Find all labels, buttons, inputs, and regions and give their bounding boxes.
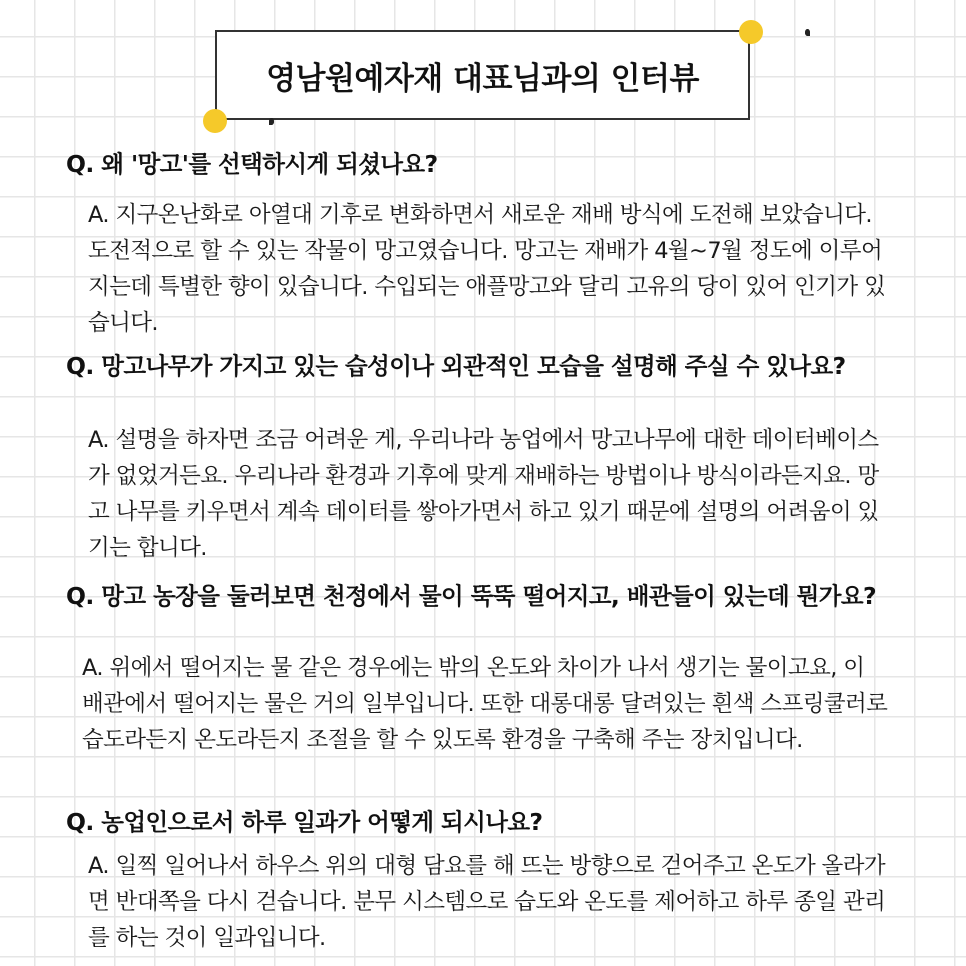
close-quote-icon: [739, 20, 763, 44]
answer-2: A. 설명을 하자면 조금 어려운 게, 우리나라 농업에서 망고나무에 대한 데이터베이스가 없었거든요. 우리나라 환경과 기후에 맞게 재배하는 방법이나 방식이라든지요. 망고 나무를 키우면서 계속 데이터를 쌓아가면서 하고 있기 때문에 설명의 어려움이 있기는 합니다.: [88, 427, 879, 561]
title-box: [215, 30, 750, 120]
question-4: Q. 농업인으로서 하루 일과가 어떻게 되시나요?: [66, 808, 543, 836]
page-title: 영남원예자재 대표님과의 인터뷰: [266, 60, 699, 97]
answer-4: A. 일찍 일어나서 하우스 위의 대형 담요를 해 뜨는 방향으로 걷어주고 온도가 올라가면 반대쪽을 다시 걷습니다. 분무 시스템으로 습도와 온도를 제어하고 하루 종일 관리를 하는 것이 일과입니다.: [88, 853, 886, 951]
question-3: Q. 망고 농장을 둘러보면 천정에서 물이 뚝뚝 떨어지고, 배관들이 있는데 뭔가요?: [66, 582, 877, 610]
question-2: Q. 망고나무가 가지고 있는 습성이나 외관적인 모습을 설명해 주실 수 있나요?: [66, 352, 846, 380]
answer-1: A. 지구온난화로 아열대 기후로 변화하면서 새로운 재배 방식에 도전해 보았습니다. 도전적으로 할 수 있는 작물이 망고였습니다. 망고는 재배가 4월~7월 정도에 이루어지는데 특별한 향이 있습니다. 수입되는 애플망고와 달리 고유의 당이 있어 인기가 있습니다.: [88, 202, 886, 336]
open-quote-icon: [203, 109, 227, 133]
question-1: Q. 왜 '망고'를 선택하시게 되셨나요?: [66, 150, 438, 178]
answer-3: A. 위에서 떨어지는 물 같은 경우에는 밖의 온도와 차이가 나서 생기는 물이고요, 이 배관에서 떨어지는 물은 거의 일부입니다. 또한 대롱대롱 달려있는 흰색 스프링쿨러로 습도라든지 온도라든지 조절을 할 수 있도록 환경을 구축해 주는 장치입니다.: [82, 655, 888, 753]
